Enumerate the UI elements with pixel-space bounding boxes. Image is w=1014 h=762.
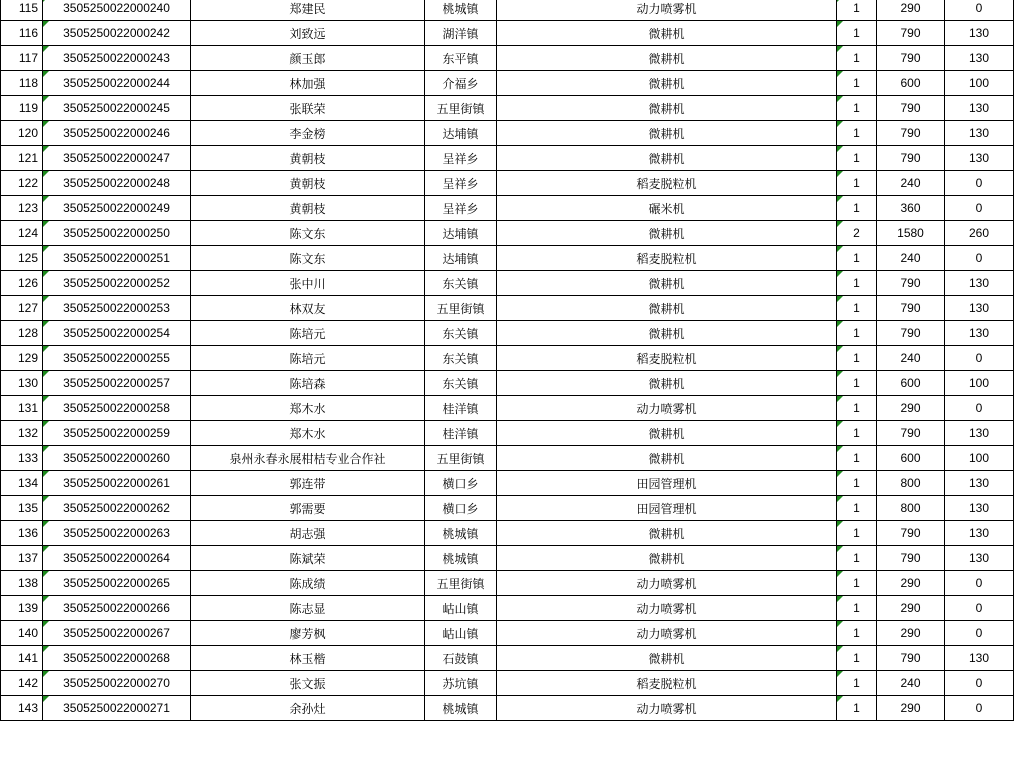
- cell-quantity[interactable]: 1: [837, 271, 877, 296]
- table-row: [1, 71, 1014, 96]
- cell-township[interactable]: 横口乡: [425, 471, 497, 496]
- table-row: [1, 471, 1014, 496]
- cell-machine-type[interactable]: 动力喷雾机: [497, 0, 837, 21]
- cell-applicant-name[interactable]: 泉州永春永展柑桔专业合作社: [191, 446, 425, 471]
- cell-record-id[interactable]: 3505250022000245: [43, 96, 191, 121]
- cell-row-number[interactable]: 124: [1, 221, 43, 246]
- table-row: [1, 246, 1014, 271]
- cell-applicant-name[interactable]: 李金榜: [191, 121, 425, 146]
- cell-record-id[interactable]: 3505250022000262: [43, 496, 191, 521]
- cell-record-id[interactable]: 3505250022000244: [43, 71, 191, 96]
- cell-machine-type[interactable]: 稻麦脱粒机: [497, 171, 837, 196]
- cell-machine-type[interactable]: 微耕机: [497, 71, 837, 96]
- cell-machine-type[interactable]: 微耕机: [497, 521, 837, 546]
- table-row: [1, 271, 1014, 296]
- cell-township[interactable]: 东关镇: [425, 271, 497, 296]
- cell-subsidy[interactable]: 0: [945, 0, 1014, 21]
- cell-quantity[interactable]: 1: [837, 446, 877, 471]
- cell-quantity[interactable]: 1: [837, 296, 877, 321]
- cell-record-id[interactable]: 3505250022000261: [43, 471, 191, 496]
- cell-record-id[interactable]: 3505250022000264: [43, 546, 191, 571]
- cell-record-id[interactable]: 3505250022000252: [43, 271, 191, 296]
- table-row: [1, 96, 1014, 121]
- cell-record-id[interactable]: 3505250022000257: [43, 371, 191, 396]
- cell-applicant-name[interactable]: 黄朝枝: [191, 146, 425, 171]
- cell-subsidy[interactable]: 100: [945, 71, 1014, 96]
- cell-applicant-name[interactable]: 郑建民: [191, 0, 425, 21]
- cell-quantity[interactable]: 1: [837, 346, 877, 371]
- cell-township[interactable]: 桃城镇: [425, 0, 497, 21]
- cell-township[interactable]: 五里街镇: [425, 96, 497, 121]
- cell-quantity[interactable]: 1: [837, 596, 877, 621]
- cell-row-number[interactable]: 138: [1, 571, 43, 596]
- cell-subsidy[interactable]: 130: [945, 271, 1014, 296]
- cell-quantity[interactable]: 1: [837, 46, 877, 71]
- cell-machine-type[interactable]: 动力喷雾机: [497, 571, 837, 596]
- cell-township[interactable]: 达埔镇: [425, 246, 497, 271]
- table-row: [1, 221, 1014, 246]
- cell-amount[interactable]: 290: [877, 696, 945, 721]
- cell-applicant-name[interactable]: 黄朝枝: [191, 171, 425, 196]
- cell-township[interactable]: 东关镇: [425, 321, 497, 346]
- cell-record-id[interactable]: 3505250022000248: [43, 171, 191, 196]
- cell-record-id[interactable]: 3505250022000265: [43, 571, 191, 596]
- cell-township[interactable]: 呈祥乡: [425, 171, 497, 196]
- cell-subsidy[interactable]: 0: [945, 671, 1014, 696]
- cell-row-number[interactable]: 140: [1, 621, 43, 646]
- cell-row-number[interactable]: 119: [1, 96, 43, 121]
- cell-record-id[interactable]: 3505250022000263: [43, 521, 191, 546]
- cell-quantity[interactable]: 1: [837, 421, 877, 446]
- cell-township[interactable]: 石鼓镇: [425, 646, 497, 671]
- cell-record-id[interactable]: 3505250022000258: [43, 396, 191, 421]
- cell-amount[interactable]: 790: [877, 296, 945, 321]
- cell-amount[interactable]: 360: [877, 196, 945, 221]
- cell-row-number[interactable]: 127: [1, 296, 43, 321]
- cell-machine-type[interactable]: 微耕机: [497, 221, 837, 246]
- table-body: [1, 0, 1014, 721]
- cell-amount[interactable]: 290: [877, 571, 945, 596]
- cell-record-id[interactable]: 3505250022000246: [43, 121, 191, 146]
- cell-machine-type[interactable]: 微耕机: [497, 96, 837, 121]
- cell-row-number[interactable]: 122: [1, 171, 43, 196]
- cell-township[interactable]: 达埔镇: [425, 221, 497, 246]
- cell-subsidy[interactable]: 130: [945, 421, 1014, 446]
- cell-row-number[interactable]: 120: [1, 121, 43, 146]
- table-row: [1, 446, 1014, 471]
- table-row: [1, 0, 1014, 21]
- cell-subsidy[interactable]: 130: [945, 521, 1014, 546]
- cell-row-number[interactable]: 129: [1, 346, 43, 371]
- table-row: [1, 421, 1014, 446]
- cell-applicant-name[interactable]: 张联荣: [191, 96, 425, 121]
- cell-township[interactable]: 呈祥乡: [425, 146, 497, 171]
- cell-record-id[interactable]: 3505250022000253: [43, 296, 191, 321]
- cell-township[interactable]: 呈祥乡: [425, 196, 497, 221]
- cell-amount[interactable]: 790: [877, 96, 945, 121]
- table-row: [1, 671, 1014, 696]
- cell-record-id[interactable]: 3505250022000251: [43, 246, 191, 271]
- cell-machine-type[interactable]: 动力喷雾机: [497, 596, 837, 621]
- cell-applicant-name[interactable]: 郭需要: [191, 496, 425, 521]
- table-row: [1, 571, 1014, 596]
- table-row: [1, 121, 1014, 146]
- cell-subsidy[interactable]: 130: [945, 496, 1014, 521]
- cell-amount[interactable]: 790: [877, 646, 945, 671]
- cell-subsidy[interactable]: 0: [945, 621, 1014, 646]
- cell-subsidy[interactable]: 130: [945, 46, 1014, 71]
- cell-quantity[interactable]: 1: [837, 646, 877, 671]
- cell-row-number[interactable]: 126: [1, 271, 43, 296]
- cell-row-number[interactable]: 118: [1, 71, 43, 96]
- cell-applicant-name[interactable]: 余孙灶: [191, 696, 425, 721]
- table-row: [1, 621, 1014, 646]
- cell-row-number[interactable]: 142: [1, 671, 43, 696]
- cell-quantity[interactable]: 1: [837, 696, 877, 721]
- cell-record-id[interactable]: 3505250022000250: [43, 221, 191, 246]
- cell-subsidy[interactable]: 260: [945, 221, 1014, 246]
- cell-record-id[interactable]: 3505250022000249: [43, 196, 191, 221]
- cell-row-number[interactable]: 123: [1, 196, 43, 221]
- cell-row-number[interactable]: 141: [1, 646, 43, 671]
- cell-applicant-name[interactable]: 廖芳枫: [191, 621, 425, 646]
- cell-record-id[interactable]: 3505250022000254: [43, 321, 191, 346]
- cell-subsidy[interactable]: 130: [945, 321, 1014, 346]
- cell-quantity[interactable]: 1: [837, 371, 877, 396]
- cell-machine-type[interactable]: 微耕机: [497, 371, 837, 396]
- table-row: [1, 171, 1014, 196]
- cell-quantity[interactable]: 1: [837, 496, 877, 521]
- cell-record-id[interactable]: 3505250022000266: [43, 596, 191, 621]
- cell-quantity[interactable]: 1: [837, 0, 877, 21]
- cell-subsidy[interactable]: 130: [945, 21, 1014, 46]
- cell-subsidy[interactable]: 0: [945, 596, 1014, 621]
- cell-amount[interactable]: 290: [877, 0, 945, 21]
- cell-amount[interactable]: 1580: [877, 221, 945, 246]
- cell-township[interactable]: 横口乡: [425, 496, 497, 521]
- cell-amount[interactable]: 240: [877, 346, 945, 371]
- cell-subsidy[interactable]: 130: [945, 296, 1014, 321]
- cell-township[interactable]: 桂洋镇: [425, 421, 497, 446]
- cell-machine-type[interactable]: 微耕机: [497, 46, 837, 71]
- cell-row-number[interactable]: 128: [1, 321, 43, 346]
- cell-township[interactable]: 岵山镇: [425, 596, 497, 621]
- cell-row-number[interactable]: 135: [1, 496, 43, 521]
- cell-applicant-name[interactable]: 张文振: [191, 671, 425, 696]
- table-row: [1, 46, 1014, 71]
- cell-amount[interactable]: 290: [877, 621, 945, 646]
- cell-machine-type[interactable]: 微耕机: [497, 121, 837, 146]
- cell-quantity[interactable]: 1: [837, 396, 877, 421]
- cell-applicant-name[interactable]: 陈成绩: [191, 571, 425, 596]
- cell-row-number[interactable]: 117: [1, 46, 43, 71]
- cell-machine-type[interactable]: 田园管理机: [497, 496, 837, 521]
- table-row: [1, 496, 1014, 521]
- cell-machine-type[interactable]: 微耕机: [497, 446, 837, 471]
- cell-amount[interactable]: 790: [877, 271, 945, 296]
- cell-township[interactable]: 岵山镇: [425, 621, 497, 646]
- cell-amount[interactable]: 240: [877, 671, 945, 696]
- table-row: [1, 196, 1014, 221]
- table-row: [1, 696, 1014, 721]
- cell-machine-type[interactable]: 微耕机: [497, 646, 837, 671]
- cell-amount[interactable]: 600: [877, 371, 945, 396]
- cell-row-number[interactable]: 125: [1, 246, 43, 271]
- cell-applicant-name[interactable]: 陈斌荣: [191, 546, 425, 571]
- cell-amount[interactable]: 600: [877, 71, 945, 96]
- cell-amount[interactable]: 240: [877, 246, 945, 271]
- table-row: [1, 321, 1014, 346]
- cell-applicant-name[interactable]: 郑木水: [191, 421, 425, 446]
- cell-quantity[interactable]: 1: [837, 471, 877, 496]
- cell-applicant-name[interactable]: 郭连带: [191, 471, 425, 496]
- cell-row-number[interactable]: 139: [1, 596, 43, 621]
- cell-township[interactable]: 桃城镇: [425, 546, 497, 571]
- cell-township[interactable]: 桃城镇: [425, 521, 497, 546]
- table-row: [1, 21, 1014, 46]
- table-row: [1, 396, 1014, 421]
- cell-township[interactable]: 五里街镇: [425, 296, 497, 321]
- cell-subsidy[interactable]: 130: [945, 546, 1014, 571]
- cell-applicant-name[interactable]: 陈文东: [191, 221, 425, 246]
- cell-record-id[interactable]: 3505250022000240: [43, 0, 191, 21]
- cell-applicant-name[interactable]: 陈培元: [191, 321, 425, 346]
- cell-quantity[interactable]: 1: [837, 21, 877, 46]
- cell-record-id[interactable]: 3505250022000242: [43, 21, 191, 46]
- cell-machine-type[interactable]: 动力喷雾机: [497, 621, 837, 646]
- cell-row-number[interactable]: 132: [1, 421, 43, 446]
- cell-quantity[interactable]: 1: [837, 571, 877, 596]
- cell-record-id[interactable]: 3505250022000243: [43, 46, 191, 71]
- cell-amount[interactable]: 790: [877, 146, 945, 171]
- cell-machine-type[interactable]: 动力喷雾机: [497, 696, 837, 721]
- cell-machine-type[interactable]: 动力喷雾机: [497, 396, 837, 421]
- cell-quantity[interactable]: 1: [837, 146, 877, 171]
- cell-quantity[interactable]: 1: [837, 546, 877, 571]
- cell-machine-type[interactable]: 微耕机: [497, 421, 837, 446]
- cell-quantity[interactable]: 2: [837, 221, 877, 246]
- cell-record-id[interactable]: 3505250022000268: [43, 646, 191, 671]
- cell-machine-type[interactable]: 微耕机: [497, 146, 837, 171]
- cell-machine-type[interactable]: 稻麦脱粒机: [497, 246, 837, 271]
- cell-row-number[interactable]: 137: [1, 546, 43, 571]
- cell-township[interactable]: 五里街镇: [425, 571, 497, 596]
- cell-subsidy[interactable]: 130: [945, 146, 1014, 171]
- cell-applicant-name[interactable]: 黄朝枝: [191, 196, 425, 221]
- cell-machine-type[interactable]: 稻麦脱粒机: [497, 346, 837, 371]
- cell-subsidy[interactable]: 0: [945, 696, 1014, 721]
- cell-row-number[interactable]: 134: [1, 471, 43, 496]
- cell-record-id[interactable]: 3505250022000270: [43, 671, 191, 696]
- cell-quantity[interactable]: 1: [837, 246, 877, 271]
- cell-applicant-name[interactable]: 林双友: [191, 296, 425, 321]
- cell-amount[interactable]: 800: [877, 496, 945, 521]
- cell-machine-type[interactable]: 微耕机: [497, 296, 837, 321]
- cell-row-number[interactable]: 136: [1, 521, 43, 546]
- table-row: [1, 646, 1014, 671]
- cell-applicant-name[interactable]: 林加强: [191, 71, 425, 96]
- cell-quantity[interactable]: 1: [837, 196, 877, 221]
- cell-applicant-name[interactable]: 陈培元: [191, 346, 425, 371]
- cell-row-number[interactable]: 115: [1, 0, 43, 21]
- cell-quantity[interactable]: 1: [837, 671, 877, 696]
- cell-amount[interactable]: 240: [877, 171, 945, 196]
- cell-subsidy[interactable]: 0: [945, 171, 1014, 196]
- cell-applicant-name[interactable]: 郑木水: [191, 396, 425, 421]
- cell-amount[interactable]: 790: [877, 321, 945, 346]
- cell-record-id[interactable]: 3505250022000247: [43, 146, 191, 171]
- cell-row-number[interactable]: 131: [1, 396, 43, 421]
- cell-quantity[interactable]: 1: [837, 96, 877, 121]
- cell-record-id[interactable]: 3505250022000259: [43, 421, 191, 446]
- cell-record-id[interactable]: 3505250022000267: [43, 621, 191, 646]
- cell-record-id[interactable]: 3505250022000260: [43, 446, 191, 471]
- cell-machine-type[interactable]: 微耕机: [497, 21, 837, 46]
- cell-record-id[interactable]: 3505250022000255: [43, 346, 191, 371]
- cell-subsidy[interactable]: 0: [945, 346, 1014, 371]
- table-row: [1, 596, 1014, 621]
- cell-quantity[interactable]: 1: [837, 321, 877, 346]
- cell-township[interactable]: 东关镇: [425, 346, 497, 371]
- cell-applicant-name[interactable]: 胡志强: [191, 521, 425, 546]
- cell-machine-type[interactable]: 微耕机: [497, 321, 837, 346]
- cell-applicant-name[interactable]: 张中川: [191, 271, 425, 296]
- cell-subsidy[interactable]: 130: [945, 646, 1014, 671]
- cell-township[interactable]: 东关镇: [425, 371, 497, 396]
- cell-subsidy[interactable]: 0: [945, 196, 1014, 221]
- cell-amount[interactable]: 790: [877, 546, 945, 571]
- table-row: [1, 546, 1014, 571]
- cell-applicant-name[interactable]: 林玉楷: [191, 646, 425, 671]
- cell-row-number[interactable]: 143: [1, 696, 43, 721]
- cell-township[interactable]: 湖洋镇: [425, 21, 497, 46]
- table-row: [1, 521, 1014, 546]
- cell-amount[interactable]: 600: [877, 446, 945, 471]
- cell-subsidy[interactable]: 0: [945, 571, 1014, 596]
- cell-amount[interactable]: 790: [877, 121, 945, 146]
- cell-amount[interactable]: 800: [877, 471, 945, 496]
- cell-quantity[interactable]: 1: [837, 121, 877, 146]
- cell-record-id[interactable]: 3505250022000271: [43, 696, 191, 721]
- cell-amount[interactable]: 790: [877, 421, 945, 446]
- cell-row-number[interactable]: 116: [1, 21, 43, 46]
- cell-machine-type[interactable]: 微耕机: [497, 546, 837, 571]
- cell-amount[interactable]: 290: [877, 396, 945, 421]
- cell-quantity[interactable]: 1: [837, 621, 877, 646]
- cell-amount[interactable]: 290: [877, 596, 945, 621]
- cell-subsidy[interactable]: 100: [945, 446, 1014, 471]
- cell-machine-type[interactable]: 碾米机: [497, 196, 837, 221]
- cell-row-number[interactable]: 133: [1, 446, 43, 471]
- cell-applicant-name[interactable]: 颜玉郎: [191, 46, 425, 71]
- cell-township[interactable]: 桃城镇: [425, 696, 497, 721]
- cell-township[interactable]: 苏坑镇: [425, 671, 497, 696]
- cell-subsidy[interactable]: 0: [945, 396, 1014, 421]
- cell-subsidy[interactable]: 100: [945, 371, 1014, 396]
- cell-township[interactable]: 桂洋镇: [425, 396, 497, 421]
- cell-row-number[interactable]: 130: [1, 371, 43, 396]
- cell-applicant-name[interactable]: 陈志显: [191, 596, 425, 621]
- cell-subsidy[interactable]: 0: [945, 246, 1014, 271]
- cell-quantity[interactable]: 1: [837, 521, 877, 546]
- cell-applicant-name[interactable]: 陈文东: [191, 246, 425, 271]
- cell-subsidy[interactable]: 130: [945, 96, 1014, 121]
- cell-applicant-name[interactable]: 陈培森: [191, 371, 425, 396]
- cell-quantity[interactable]: 1: [837, 171, 877, 196]
- cell-township[interactable]: 达埔镇: [425, 121, 497, 146]
- cell-machine-type[interactable]: 稻麦脱粒机: [497, 671, 837, 696]
- table-row: [1, 296, 1014, 321]
- cell-machine-type[interactable]: 微耕机: [497, 271, 837, 296]
- cell-amount[interactable]: 790: [877, 521, 945, 546]
- cell-machine-type[interactable]: 田园管理机: [497, 471, 837, 496]
- cell-township[interactable]: 五里街镇: [425, 446, 497, 471]
- cell-subsidy[interactable]: 130: [945, 471, 1014, 496]
- cell-subsidy[interactable]: 130: [945, 121, 1014, 146]
- table-row: [1, 146, 1014, 171]
- table-row: [1, 371, 1014, 396]
- cell-applicant-name[interactable]: 刘致远: [191, 21, 425, 46]
- cell-township[interactable]: 介福乡: [425, 71, 497, 96]
- cell-amount[interactable]: 790: [877, 46, 945, 71]
- table-row: [1, 346, 1014, 371]
- cell-township[interactable]: 东平镇: [425, 46, 497, 71]
- cell-row-number[interactable]: 121: [1, 146, 43, 171]
- cell-amount[interactable]: 790: [877, 21, 945, 46]
- cell-quantity[interactable]: 1: [837, 71, 877, 96]
